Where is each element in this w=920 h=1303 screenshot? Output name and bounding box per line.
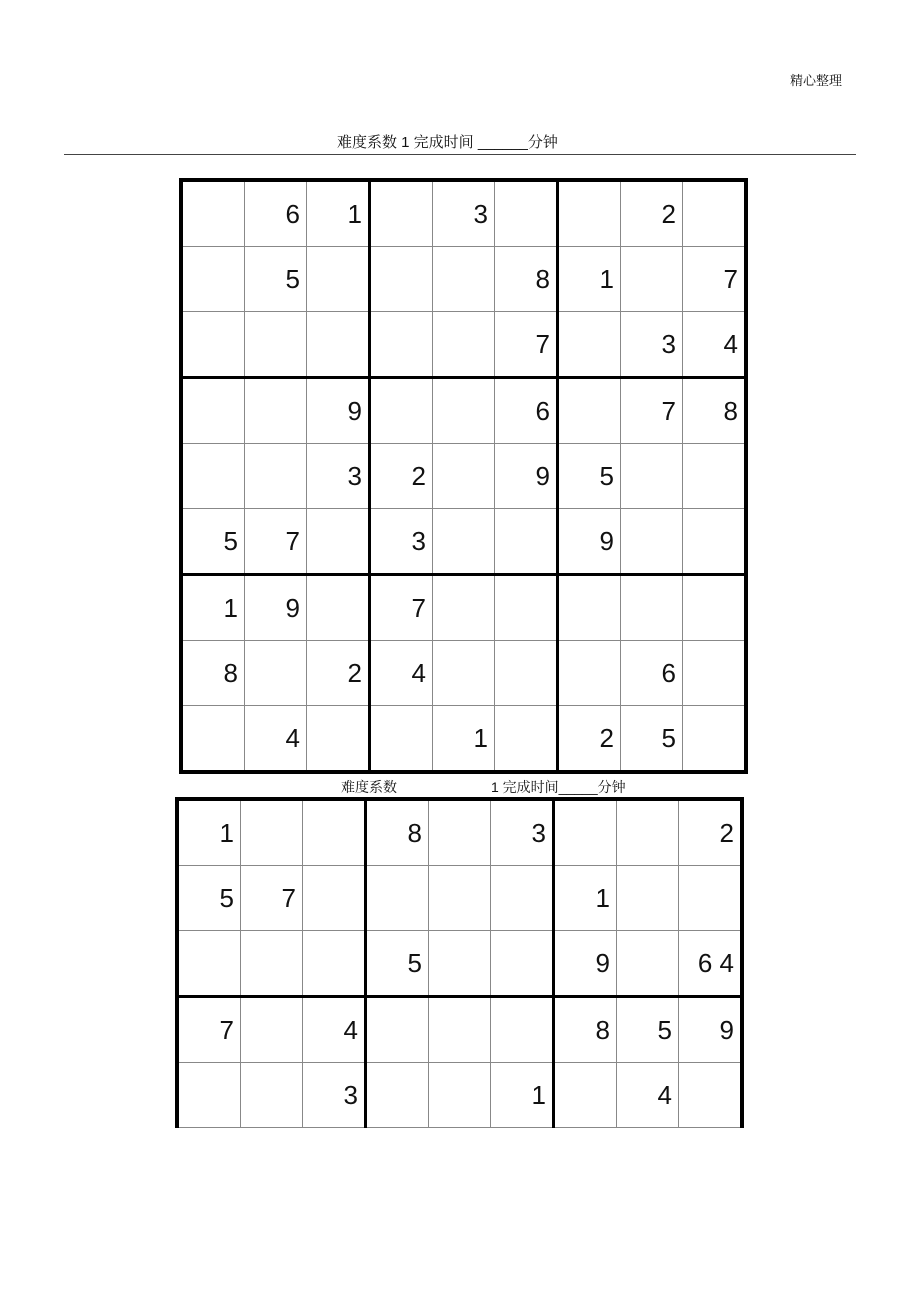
sudoku-grid-1 bbox=[179, 178, 748, 774]
grid-cell bbox=[370, 706, 433, 773]
grid-cell bbox=[683, 378, 747, 444]
grid-cell bbox=[429, 866, 491, 931]
grid-cell bbox=[241, 1063, 303, 1128]
grid-cell bbox=[617, 799, 679, 866]
grid-cell bbox=[491, 931, 554, 997]
cell-digit bbox=[422, 883, 428, 913]
cell-digit bbox=[676, 526, 682, 556]
cell-digit: 6 bbox=[661, 658, 676, 688]
grid-cell bbox=[621, 706, 683, 773]
cell-digit bbox=[676, 264, 682, 294]
grid-cell bbox=[307, 575, 370, 641]
grid-cell bbox=[307, 706, 370, 773]
grid-row bbox=[181, 180, 746, 247]
cell-digit bbox=[488, 396, 494, 426]
cell-digit bbox=[362, 329, 368, 359]
cell-digit: 5 bbox=[407, 948, 422, 978]
cell-digit bbox=[362, 723, 368, 753]
grid-cell bbox=[241, 799, 303, 866]
grid-cell bbox=[366, 799, 429, 866]
grid-cell bbox=[558, 378, 621, 444]
grid-cell bbox=[245, 509, 307, 575]
grid-cell bbox=[558, 706, 621, 773]
grid-cell bbox=[370, 575, 433, 641]
cell-digit bbox=[296, 1080, 302, 1110]
grid-cell bbox=[683, 509, 747, 575]
grid-cell bbox=[370, 641, 433, 706]
grid-cell bbox=[181, 706, 245, 773]
grid-cell bbox=[433, 444, 495, 509]
grid-cell bbox=[621, 641, 683, 706]
grid-cell bbox=[495, 180, 558, 247]
cell-digit: 2 bbox=[411, 461, 426, 491]
grid-cell bbox=[683, 706, 747, 773]
grid-row bbox=[181, 706, 746, 773]
cell-digit: 6 4 bbox=[697, 948, 734, 978]
cell-digit: 3 bbox=[531, 818, 546, 848]
cell-digit bbox=[426, 396, 432, 426]
title-divider bbox=[64, 154, 856, 155]
grid-row bbox=[177, 799, 742, 866]
cell-digit bbox=[614, 396, 620, 426]
grid-cell bbox=[554, 866, 617, 931]
grid-row bbox=[181, 378, 746, 444]
grid-cell bbox=[370, 247, 433, 312]
cell-digit bbox=[426, 199, 432, 229]
grid-cell bbox=[558, 641, 621, 706]
grid-cell bbox=[181, 378, 245, 444]
grid-cell bbox=[679, 799, 743, 866]
grid-cell bbox=[307, 509, 370, 575]
cell-digit: 8 bbox=[535, 264, 550, 294]
cell-digit bbox=[362, 593, 368, 623]
grid-cell bbox=[429, 1063, 491, 1128]
cell-digit bbox=[614, 658, 620, 688]
cell-digit bbox=[614, 199, 620, 229]
grid-cell bbox=[307, 180, 370, 247]
cell-digit: 2 bbox=[719, 818, 734, 848]
grid-cell bbox=[181, 444, 245, 509]
puzzle2-title-time: 1 完成时间_____分钟 bbox=[491, 779, 626, 795]
cell-digit: 7 bbox=[661, 396, 676, 426]
cell-digit bbox=[296, 1015, 302, 1045]
cell-digit bbox=[676, 593, 682, 623]
grid-cell bbox=[303, 931, 366, 997]
grid-cell bbox=[429, 931, 491, 997]
grid-cell bbox=[366, 1063, 429, 1128]
grid-cell bbox=[621, 378, 683, 444]
grid-cell bbox=[433, 312, 495, 378]
grid-cell bbox=[370, 509, 433, 575]
cell-digit: 9 bbox=[599, 526, 614, 556]
grid-cell bbox=[617, 931, 679, 997]
cell-digit bbox=[488, 526, 494, 556]
grid-cell bbox=[433, 247, 495, 312]
cell-digit: 5 bbox=[219, 883, 234, 913]
grid-cell bbox=[621, 312, 683, 378]
cell-digit: 8 bbox=[595, 1015, 610, 1045]
grid-cell bbox=[245, 180, 307, 247]
grid-cell bbox=[495, 641, 558, 706]
cell-digit: 8 bbox=[723, 396, 738, 426]
grid-cell bbox=[491, 1063, 554, 1128]
grid-cell bbox=[370, 180, 433, 247]
cell-digit: 3 bbox=[473, 199, 488, 229]
cell-digit: 7 bbox=[219, 1015, 234, 1045]
grid-cell bbox=[621, 247, 683, 312]
cell-digit bbox=[488, 264, 494, 294]
grid-cell bbox=[307, 378, 370, 444]
cell-digit bbox=[610, 818, 616, 848]
cell-digit bbox=[484, 1015, 490, 1045]
grid-cell bbox=[683, 312, 747, 378]
cell-digit bbox=[738, 461, 744, 491]
grid-cell bbox=[558, 444, 621, 509]
grid-cell bbox=[303, 799, 366, 866]
grid-cell bbox=[429, 997, 491, 1063]
cell-digit bbox=[610, 1080, 616, 1110]
cell-digit bbox=[426, 264, 432, 294]
grid-cell bbox=[241, 931, 303, 997]
cell-digit bbox=[234, 1080, 240, 1110]
cell-digit bbox=[238, 396, 244, 426]
cell-digit bbox=[734, 883, 740, 913]
cell-digit bbox=[362, 264, 368, 294]
cell-digit bbox=[484, 818, 490, 848]
cell-digit bbox=[358, 883, 364, 913]
cell-digit bbox=[738, 199, 744, 229]
grid-cell bbox=[433, 706, 495, 773]
grid-cell bbox=[181, 641, 245, 706]
grid-cell bbox=[245, 641, 307, 706]
cell-digit bbox=[614, 593, 620, 623]
cell-digit: 9 bbox=[535, 461, 550, 491]
grid-row bbox=[181, 641, 746, 706]
cell-digit bbox=[426, 723, 432, 753]
cell-digit: 6 bbox=[285, 199, 300, 229]
grid-cell bbox=[617, 866, 679, 931]
cell-digit bbox=[422, 1015, 428, 1045]
cell-digit: 9 bbox=[719, 1015, 734, 1045]
cell-digit bbox=[484, 948, 490, 978]
grid-cell bbox=[554, 931, 617, 997]
grid-cell bbox=[307, 247, 370, 312]
cell-digit: 4 bbox=[285, 723, 300, 753]
cell-digit bbox=[550, 593, 556, 623]
grid-cell bbox=[558, 575, 621, 641]
cell-digit bbox=[300, 396, 306, 426]
cell-digit bbox=[358, 948, 364, 978]
cell-digit bbox=[296, 948, 302, 978]
cell-digit: 5 bbox=[657, 1015, 672, 1045]
grid-cell bbox=[181, 575, 245, 641]
cell-digit: 4 bbox=[723, 329, 738, 359]
grid-cell bbox=[370, 378, 433, 444]
grid-cell bbox=[307, 312, 370, 378]
grid-cell bbox=[181, 509, 245, 575]
cell-digit bbox=[300, 329, 306, 359]
cell-digit: 2 bbox=[347, 658, 362, 688]
cell-digit: 1 bbox=[595, 883, 610, 913]
grid-cell bbox=[495, 444, 558, 509]
cell-digit: 7 bbox=[411, 593, 426, 623]
cell-digit: 6 bbox=[535, 396, 550, 426]
grid-cell bbox=[683, 444, 747, 509]
grid-cell bbox=[679, 997, 743, 1063]
grid-cell bbox=[370, 444, 433, 509]
grid-row bbox=[181, 575, 746, 641]
grid-cell bbox=[491, 866, 554, 931]
grid-cell bbox=[679, 1063, 743, 1128]
grid-cell bbox=[181, 247, 245, 312]
grid-cell bbox=[245, 312, 307, 378]
grid-cell bbox=[679, 866, 743, 931]
grid-cell bbox=[621, 575, 683, 641]
cell-digit bbox=[488, 658, 494, 688]
cell-digit: 3 bbox=[411, 526, 426, 556]
cell-digit bbox=[238, 723, 244, 753]
grid-cell bbox=[181, 312, 245, 378]
grid-cell bbox=[558, 509, 621, 575]
grid-cell bbox=[558, 312, 621, 378]
cell-digit: 3 bbox=[347, 461, 362, 491]
grid-cell bbox=[433, 641, 495, 706]
grid-row bbox=[177, 931, 742, 997]
cell-digit: 1 bbox=[219, 818, 234, 848]
cell-digit: 1 bbox=[473, 723, 488, 753]
grid-cell bbox=[683, 247, 747, 312]
cell-digit bbox=[488, 593, 494, 623]
cell-digit: 7 bbox=[535, 329, 550, 359]
cell-digit bbox=[300, 461, 306, 491]
cell-digit: 1 bbox=[223, 593, 238, 623]
cell-digit: 4 bbox=[343, 1015, 358, 1045]
grid-cell bbox=[683, 180, 747, 247]
grid-cell bbox=[241, 997, 303, 1063]
grid-cell bbox=[433, 509, 495, 575]
grid-row bbox=[177, 866, 742, 931]
cell-digit bbox=[488, 329, 494, 359]
cell-digit: 1 bbox=[347, 199, 362, 229]
grid-cell bbox=[617, 997, 679, 1063]
grid-cell bbox=[429, 799, 491, 866]
cell-digit: 3 bbox=[343, 1080, 358, 1110]
grid-cell bbox=[433, 378, 495, 444]
cell-digit bbox=[300, 658, 306, 688]
cell-digit bbox=[546, 883, 552, 913]
cell-digit bbox=[358, 818, 364, 848]
grid-cell bbox=[181, 180, 245, 247]
grid-cell bbox=[683, 641, 747, 706]
cell-digit bbox=[238, 264, 244, 294]
grid-cell bbox=[245, 247, 307, 312]
cell-digit bbox=[550, 723, 556, 753]
grid-cell bbox=[177, 997, 241, 1063]
sudoku-grid-2 bbox=[175, 797, 744, 1128]
grid-cell bbox=[433, 180, 495, 247]
cell-digit: 9 bbox=[285, 593, 300, 623]
grid-cell bbox=[303, 1063, 366, 1128]
grid-cell bbox=[303, 997, 366, 1063]
grid-cell bbox=[366, 997, 429, 1063]
grid-row bbox=[177, 997, 742, 1063]
grid-cell bbox=[491, 799, 554, 866]
cell-digit: 5 bbox=[223, 526, 238, 556]
grid-cell bbox=[558, 247, 621, 312]
grid-cell bbox=[370, 312, 433, 378]
cell-digit bbox=[550, 199, 556, 229]
grid-cell bbox=[554, 799, 617, 866]
grid-row bbox=[177, 1063, 742, 1128]
grid-cell bbox=[554, 997, 617, 1063]
cell-digit: 5 bbox=[661, 723, 676, 753]
cell-digit bbox=[672, 818, 678, 848]
grid-cell bbox=[558, 180, 621, 247]
grid-cell bbox=[245, 575, 307, 641]
cell-digit bbox=[614, 329, 620, 359]
cell-digit: 7 bbox=[281, 883, 296, 913]
cell-digit bbox=[672, 883, 678, 913]
cell-digit bbox=[488, 461, 494, 491]
cell-digit bbox=[734, 1080, 740, 1110]
cell-digit: 5 bbox=[285, 264, 300, 294]
cell-digit: 7 bbox=[285, 526, 300, 556]
grid-cell bbox=[554, 1063, 617, 1128]
cell-digit: 5 bbox=[599, 461, 614, 491]
cell-digit: 1 bbox=[599, 264, 614, 294]
grid-cell bbox=[621, 509, 683, 575]
grid-cell bbox=[433, 575, 495, 641]
cell-digit bbox=[296, 818, 302, 848]
grid-row bbox=[181, 509, 746, 575]
grid-cell bbox=[177, 1063, 241, 1128]
puzzle1-title: 难度系数 1 完成时间 ______分钟 bbox=[337, 134, 558, 151]
cell-digit: 2 bbox=[599, 723, 614, 753]
grid-cell bbox=[683, 575, 747, 641]
grid-cell bbox=[366, 931, 429, 997]
puzzle2-title-label: 难度系数 bbox=[341, 779, 397, 795]
grid-cell bbox=[245, 706, 307, 773]
cell-digit bbox=[422, 1080, 428, 1110]
cell-digit bbox=[738, 526, 744, 556]
cell-digit bbox=[550, 526, 556, 556]
cell-digit bbox=[362, 526, 368, 556]
cell-digit bbox=[234, 948, 240, 978]
grid-cell bbox=[491, 997, 554, 1063]
cell-digit bbox=[238, 329, 244, 359]
grid-cell bbox=[495, 575, 558, 641]
cell-digit: 8 bbox=[407, 818, 422, 848]
grid-cell bbox=[495, 706, 558, 773]
grid-cell bbox=[241, 866, 303, 931]
cell-digit bbox=[550, 658, 556, 688]
grid-cell bbox=[617, 1063, 679, 1128]
cell-digit bbox=[676, 461, 682, 491]
grid-cell bbox=[177, 866, 241, 931]
cell-digit bbox=[738, 593, 744, 623]
grid-cell bbox=[177, 931, 241, 997]
grid-cell bbox=[245, 378, 307, 444]
grid-cell bbox=[621, 180, 683, 247]
cell-digit: 1 bbox=[531, 1080, 546, 1110]
grid-cell bbox=[307, 444, 370, 509]
cell-digit: 2 bbox=[661, 199, 676, 229]
header-note: 精心整理 bbox=[790, 73, 843, 88]
cell-digit: 4 bbox=[657, 1080, 672, 1110]
grid-cell bbox=[307, 641, 370, 706]
cell-digit: 8 bbox=[223, 658, 238, 688]
cell-digit: 9 bbox=[347, 396, 362, 426]
cell-digit bbox=[738, 723, 744, 753]
grid-cell bbox=[679, 931, 743, 997]
cell-digit: 3 bbox=[661, 329, 676, 359]
grid-row bbox=[181, 247, 746, 312]
grid-cell bbox=[495, 247, 558, 312]
cell-digit bbox=[546, 1015, 552, 1045]
cell-digit: 9 bbox=[595, 948, 610, 978]
grid-cell bbox=[366, 866, 429, 931]
cell-digit: 7 bbox=[723, 264, 738, 294]
grid-cell bbox=[495, 509, 558, 575]
grid-cell bbox=[621, 444, 683, 509]
grid-cell bbox=[495, 378, 558, 444]
cell-digit bbox=[426, 329, 432, 359]
cell-digit bbox=[546, 948, 552, 978]
cell-digit bbox=[672, 948, 678, 978]
grid-cell bbox=[177, 799, 241, 866]
grid-cell bbox=[245, 444, 307, 509]
cell-digit bbox=[738, 658, 744, 688]
cell-digit bbox=[484, 1080, 490, 1110]
grid-row bbox=[181, 444, 746, 509]
grid-row bbox=[181, 312, 746, 378]
cell-digit bbox=[238, 461, 244, 491]
cell-digit: 4 bbox=[411, 658, 426, 688]
cell-digit bbox=[238, 199, 244, 229]
cell-digit bbox=[484, 883, 490, 913]
grid-cell bbox=[303, 866, 366, 931]
grid-cell bbox=[495, 312, 558, 378]
